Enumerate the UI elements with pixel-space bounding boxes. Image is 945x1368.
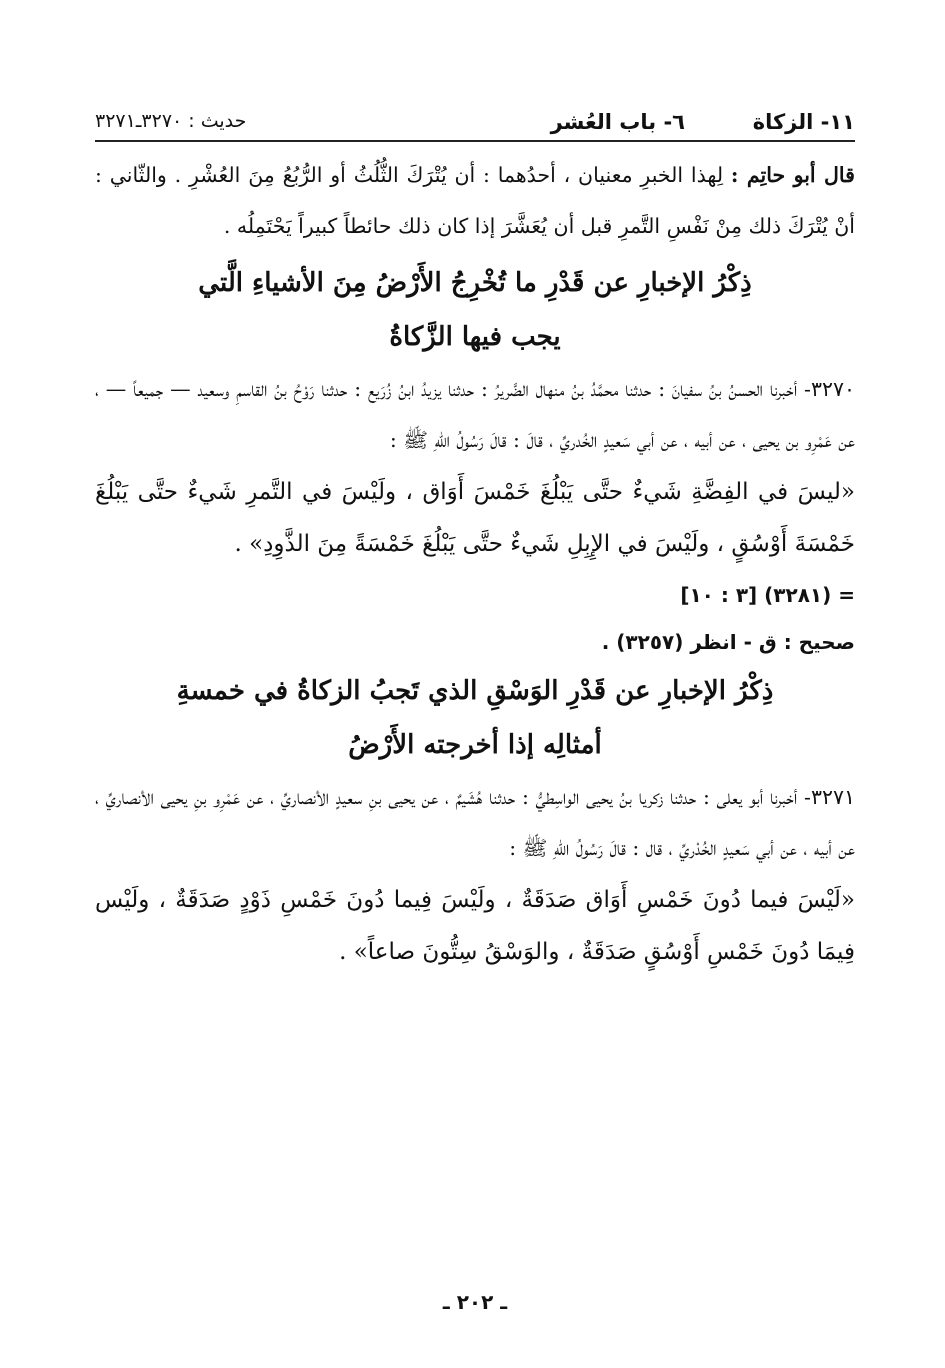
- abu-hatim-text: لِهذا الخبرِ معنيان ، أحدُهما : أن يُتْرَكَ الثُّلُثُ أو الرُّبُعُ مِنَ العُشْرِ . والثّاني : أنْ يُتْرَكَ ذلك مِنْ نَفْسِ التَّمرِ قبل أن يُعَشَّرَ إذا كان ذلك حائطاً كبيراً يَحْتَمِلُه .: [95, 163, 855, 238]
- heading-1-line-1: ذِكْرُ الإخبارِ عن قَدْرِ ما تُخْرِجُ الأَرْضُ مِنَ الأشياءِ الَّتي: [198, 268, 752, 298]
- section-title: ٦- باب العُشر: [550, 110, 685, 134]
- hadith-3271: [95, 772, 855, 978]
- hadith-3270-reference: = (٣٢٨١) [٣ : ١٠]: [680, 583, 855, 607]
- book-page: [95, 96, 855, 1336]
- page-number: ـ ٢٠٢ ـ: [442, 1290, 508, 1314]
- chapter-title: ١١- الزكاة: [752, 110, 855, 134]
- heading-2-line-1: ذِكْرُ الإخبارِ عن قَدْرِ الوَسْقِ الذي تَجبُ الزكاةُ في خمسةِ: [176, 676, 774, 706]
- chapter-heading-1: [95, 256, 855, 364]
- hadith-3271-matn: «لَيْسَ فيما دُونَ خَمْسِ أَوَاق صَدَقَةٌ ، ولَيْسَ فِيما دُونَ خَمْسِ ذَوْدٍ صَدَقَةٌ ، ولَيْس فِيمَا دُونَ خَمْسِ أَوْسُقٍ صَدَقَةٌ ، والوَسْقُ سِتُّونَ صاعاً» .: [95, 887, 855, 965]
- heading-1-line-2: يجب فيها الزَّكاةُ: [389, 322, 561, 352]
- hadith-3271-isnad: ٣٢٧١- أخبرنا أبو يعلى : حدثنا زكريا بنُ يحيى الواسِطيُّ : حدثنا هُشَيمٌ ، عن يحيى بنِ سعيدٍ الأنصاريِّ ، عن عَمْرِو بنِ يحيى الأنصاريِّ ، عن أبيه ، عن أبي سَعيدٍ الخُدْريِّ ، قال : قالَ رَسُولُ اللّهِ ﷺ :: [95, 785, 855, 860]
- abu-hatim-lead: قال أبو حاتِم :: [730, 163, 855, 187]
- running-head: [95, 96, 855, 142]
- hadith-3270-matn: «ليسَ في الفِضَّةِ شَيءٌ حتَّى يَبْلُغَ خَمْسَ أَوَاق ، ولَيْسَ في التَّمرِ شَيءٌ حتَّى يَبْلُغَ خَمْسَةَ أَوْسُقٍ ، ولَيْسَ في الإِبِلِ شَيءٌ حتَّى يَبْلُغَ خَمْسَةً مِنَ الذَّوِدِ» .: [95, 479, 855, 557]
- heading-2-line-2: أمثالِه إذا أخرجته الأَرْضُ: [348, 730, 602, 760]
- chapter-heading-2: [95, 664, 855, 772]
- hadith-3270-isnad: ٣٢٧٠- أخبرنا الحسنُ بنُ سفيانَ : حدثنا محمَّدُ بنُ منهال الضَّريرُ : حدثنا يزيدُ ابنُ زُرَيع : حدثنا رَوْحُ بنُ القاسمِ وسعيد — جميعاً — ، عن عَمْرِو بن يحيى ، عن أبيه ، عن أبي سَعيدٍ الخُدريِّ ، قالَ : قالَ رَسُولُ اللّهِ ﷺ :: [95, 377, 855, 452]
- abu-hatim-commentary: [95, 150, 855, 252]
- hadith-range: حديث : ٣٢٧٠ـ٣٢٧١: [95, 110, 247, 132]
- hadith-3270: [95, 364, 855, 664]
- hadith-3270-grade: صحيح : ق - انظر (٣٢٥٧) .: [601, 630, 855, 654]
